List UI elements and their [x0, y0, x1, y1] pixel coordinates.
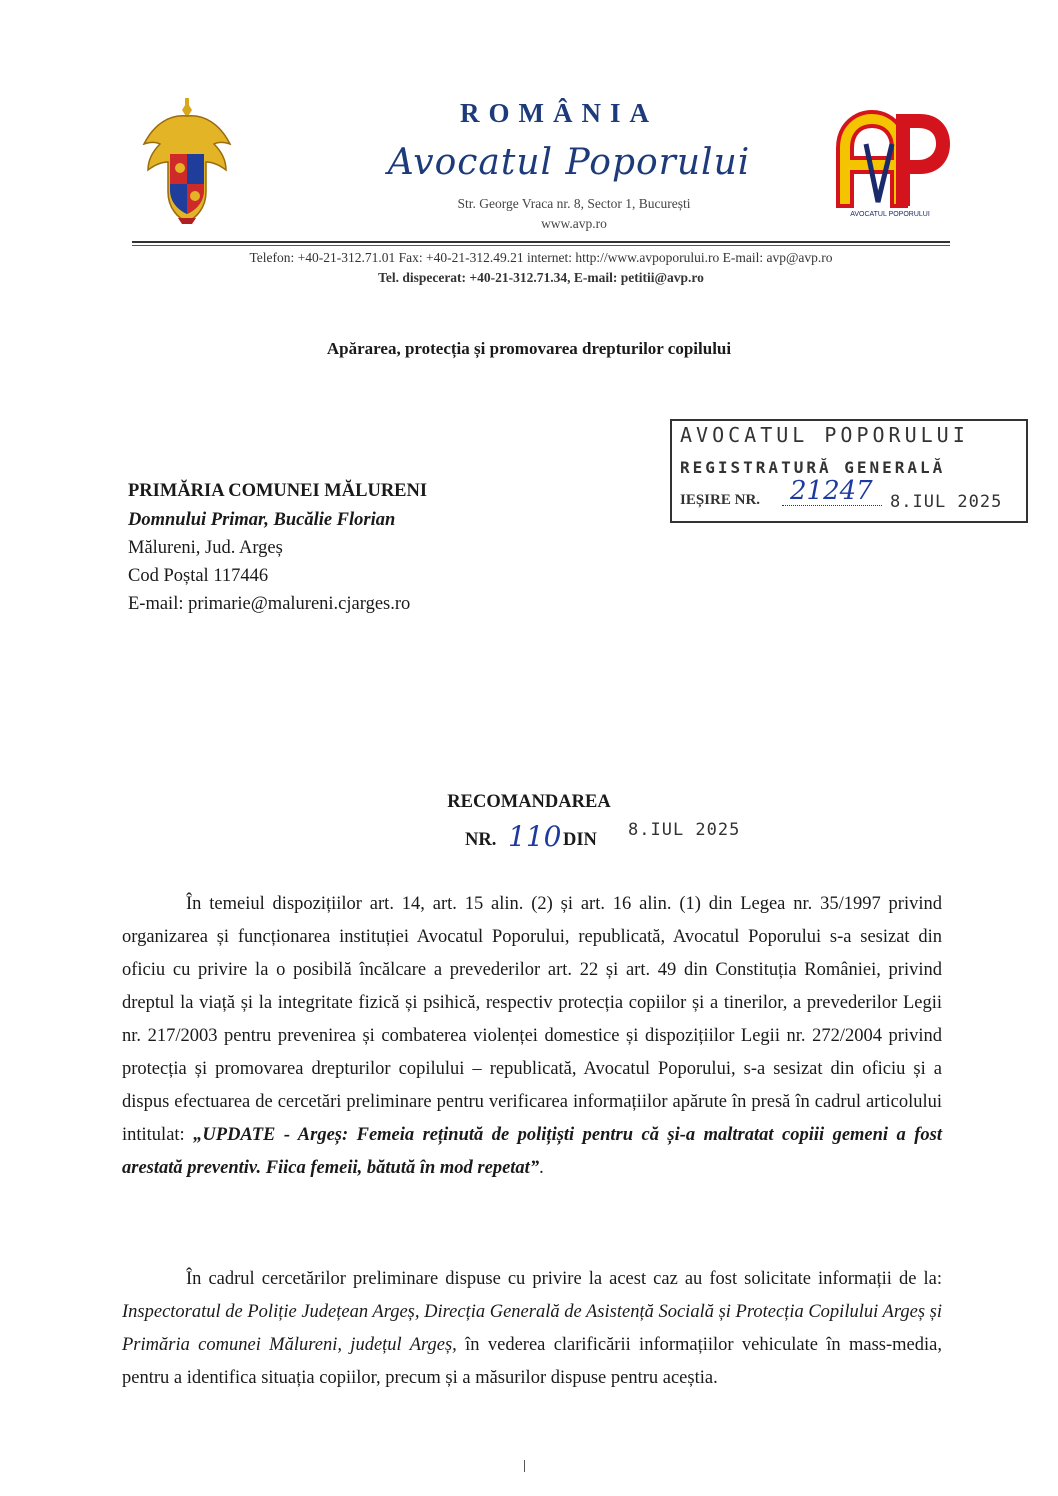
- paragraph-1-end: .: [539, 1158, 544, 1178]
- document-nr-handwritten: 110: [508, 820, 562, 853]
- stamp-exit-label: IEȘIRE NR.: [680, 492, 761, 508]
- body-paragraph-1: [122, 888, 942, 1185]
- institutions-list: Inspectoratul de Poliție Județean Argeș, Direcția Generală de Asistență Socială și Protecția Copilului Argeș și Primăria comunei Mălureni, județul Argeș,: [122, 1302, 942, 1355]
- document-nr-label: NR.: [465, 830, 497, 850]
- institution-address: Str. George Vraca nr. 8, Sector 1, București: [457, 196, 691, 211]
- institution-website: www.avp.ro: [541, 216, 607, 231]
- article-title-quote: „UPDATE - Argeș: Femeia reținută de polițiști pentru că și-a maltratat copiii gemeni a fost arestată preventiv. Fiica femeii, bătută în mod repetat”: [122, 1125, 942, 1178]
- country-name: ROMÂNIA: [460, 98, 658, 128]
- header-rule-thin: [132, 245, 950, 246]
- contact-line-2: Tel. dispecerat: +40-21-312.71.34, E-mail: petitii@avp.ro: [378, 270, 704, 285]
- document-subject: Apărarea, protecția și promovarea drepturilor copilului: [326, 339, 732, 358]
- contact-line-1: Telefon: +40-21-312.71.01 Fax: +40-21-312.49.21 internet: http://www.avpoporului.ro E-mail: avp@avp.ro: [249, 250, 833, 265]
- paragraph-2-end: în vederea clarificării informațiilor vehiculate în mass-media, pentru a identifica situația copiilor, precum și a măsurilor dispuse pentru aceștia.: [122, 1335, 942, 1388]
- recipient-name: PRIMĂRIA COMUNEI MĂLURENI: [128, 481, 428, 501]
- document-din-label: DIN: [563, 830, 597, 850]
- recipient-city: Mălureni, Jud. Argeș: [128, 538, 283, 558]
- recipient-postal-code: Cod Poștal 117446: [128, 566, 269, 586]
- stamp-handwritten-number: 21247: [790, 476, 873, 506]
- document-title: RECOMANDAREA: [447, 792, 611, 812]
- header-rule: [132, 241, 950, 243]
- recipient-email: E-mail: primarie@malureni.cjarges.ro: [128, 594, 411, 614]
- logo-caption: AVOCATUL POPORULUI: [850, 211, 930, 218]
- paragraph-1-text: În temeiul dispozițiilor art. 14, art. 15 alin. (2) și art. 16 alin. (1) din Legea nr. 35/1997 privind organizarea și funcționarea instituției Avocatul Poporului, republicată, Avocatul Poporului s-a sesizat din oficiu cu privire la o posibilă încălcare a prevederilor art. 22 și art. 49 din Constituția României, privind dreptul la viață și la integritate fizică și psihică, respectiv protecția copiilor și a tinerilor, a prevederilor Legii nr. 217/2003 pentru prevenirea și combaterea violenței domestice și dispozițiilor Legii nr. 272/2004 privind protecția și promovarea drepturilor copilului – republicată, Avocatul Poporului, s-a sesizat din oficiu și a dispus efectuarea de cercetări preliminare pentru verificarea informațiilor apărute în presă în cadrul articolului intitulat:: [122, 894, 942, 1145]
- stamp-date: 8.IUL 2025: [890, 492, 1003, 512]
- stamp-institution: AVOCATUL POPORULUI: [680, 423, 969, 447]
- avp-logo: [826, 106, 954, 218]
- body-paragraph-2: [122, 1263, 942, 1395]
- paragraph-2-text: În cadrul cercetărilor preliminare dispuse cu privire la acest caz au fost solicitate informații de la:: [186, 1269, 942, 1289]
- document-date-stamp: 8.IUL 2025: [628, 820, 741, 840]
- stamp-registry: REGISTRATURĂ GENERALĂ: [680, 458, 946, 477]
- recipient-mayor: Domnului Primar, Bucălie Florian: [128, 510, 396, 530]
- page-mark: [524, 1460, 525, 1472]
- institution-name: Avocatul Poporului: [387, 142, 751, 183]
